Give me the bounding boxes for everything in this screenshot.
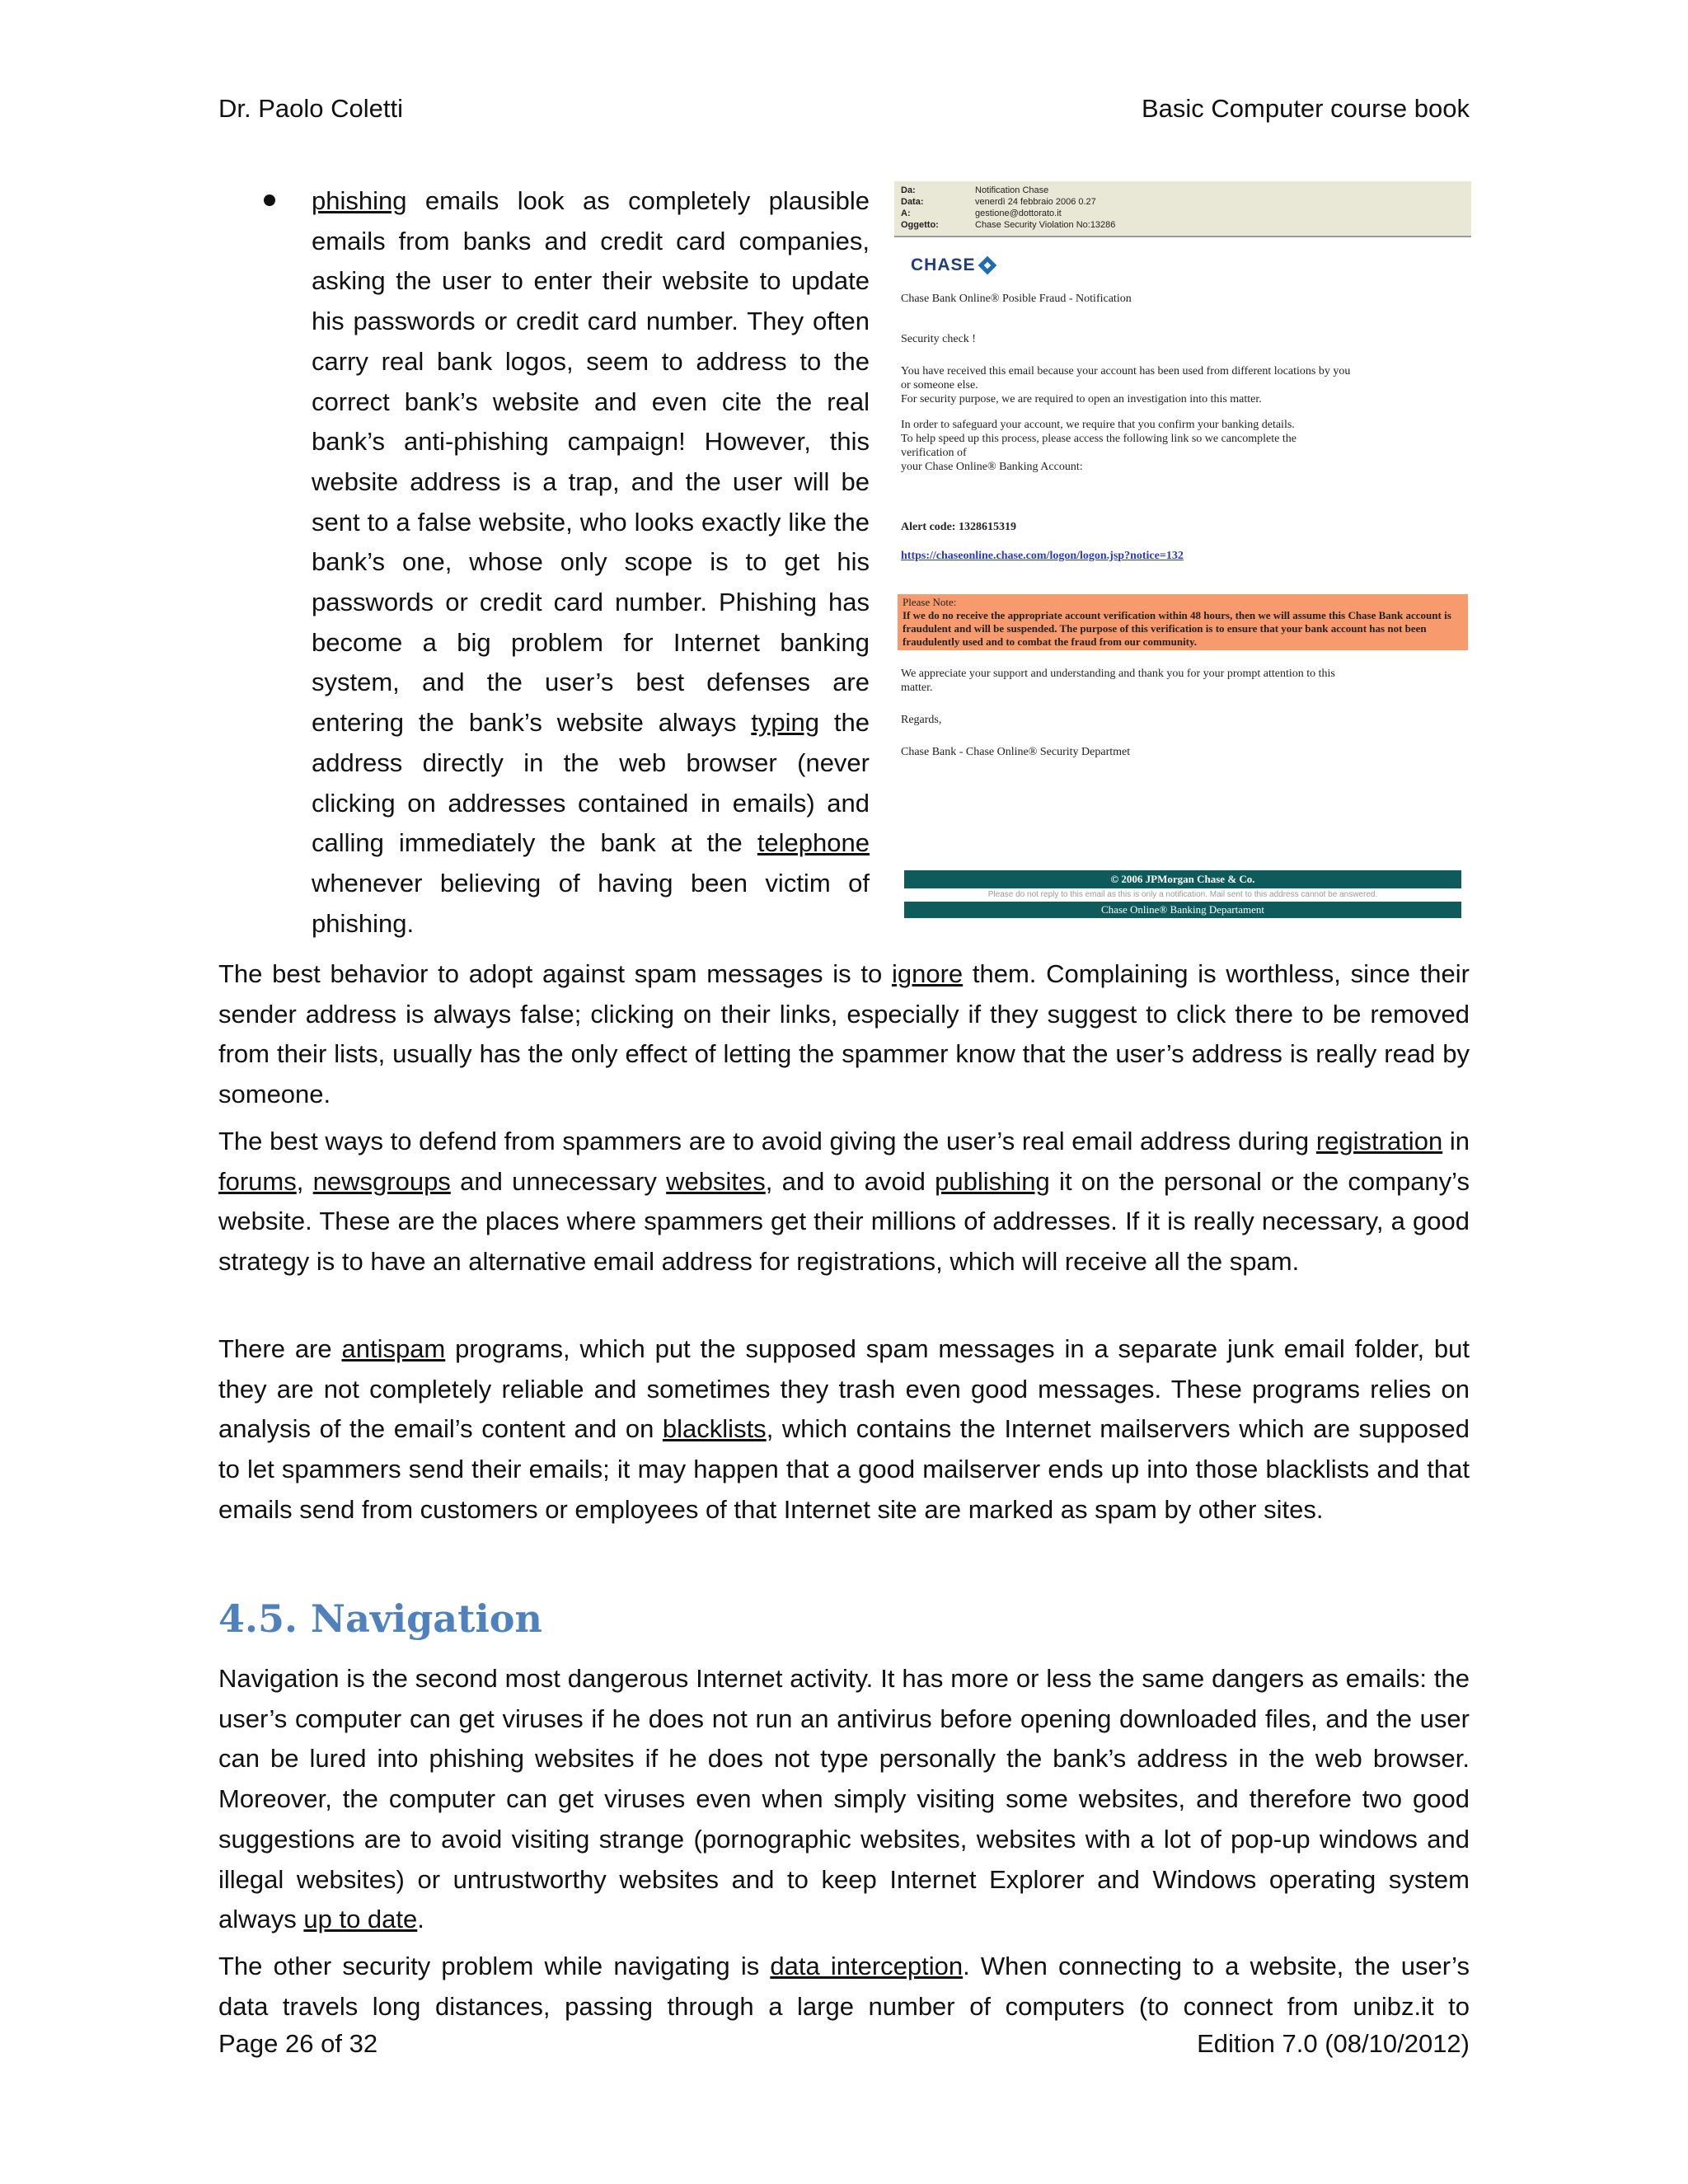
term-registration: registration (1315, 1127, 1443, 1155)
email-appreciate-1: We appreciate your support and understanding and thank you for your prompt attention to this (901, 668, 1335, 680)
header-book-title: Basic Computer course book (1141, 94, 1470, 123)
email-meta-subject: Oggetto: Chase Security Violation No:13286 (901, 220, 1116, 230)
footer-edition: Edition 7.0 (08/10/2012) (1197, 2029, 1470, 2058)
email-p2-line1: In order to safeguard your account, we require that you confirm your banking details. (901, 419, 1295, 431)
paragraph-defend-spammers: The best ways to defend from spammers are to avoid giving the user’s real email address during registration in forums, newsgroups and unnecessary websites, and to avoid publishing it on the personal or the company’s website. These are the places where spammers get their millions of addresses. If it is really necessary, a good strategy is to have an alternative email address for registrations, which will receive all the spam. (218, 1127, 1470, 1277)
email-p2-line3: verification of (901, 447, 967, 459)
paragraph-antispam: There are antispam programs, which put the supposed spam messages in a separate junk email folder, but they are not completely reliable and sometimes they trash even good messages. These programs relies on analysis of the email’s content and on blacklists, which contains the Internet mailservers which are supposed to let spammers send their emails; it may happen that a good mailserver ends up into those blacklists and that emails send from customers or employees of that Internet site are marked as spam by other sites. (218, 1334, 1470, 1524)
email-p1-line1: You have received this email because your account has been used from different locations by you (901, 365, 1351, 377)
bullet-text (312, 181, 870, 944)
email-regards: Regards, (901, 714, 942, 726)
bullet-dot-icon (264, 194, 275, 206)
email-warning-box (898, 594, 1468, 650)
email-p2-line4: your Chase Online® Banking Account: (901, 461, 1083, 473)
bullet-text-3: whenever believing of having been victim of phishing. (312, 868, 870, 938)
term-newsgroups: newsgroups (312, 1166, 451, 1196)
bullet-text-2: the address directly in the web browser (never clicking on addresses contained in emails) and calling immediately the bank at the (312, 708, 870, 858)
chase-octagon-icon (978, 256, 996, 275)
email-meta-to: A: gestione@dottorato.it (901, 209, 1062, 218)
term-phishing: phishing (312, 186, 407, 215)
email-title: Chase Bank Online® Posible Fraud - Notification (901, 293, 1132, 305)
email-meta-date: Data: venerdì 24 febbraio 2006 0.27 (901, 197, 1096, 207)
email-footer-bar: Chase Online® Banking Departament (904, 902, 1461, 918)
email-meta-from: Da: Notification Chase (901, 185, 1049, 195)
header-author: Dr. Paolo Coletti (218, 94, 403, 123)
paragraph-spam-behavior: The best behavior to adopt against spam messages is to ignore them. Complaining is worthless, since their sender address is always false; clicking on their links, especially if they suggest to click there to be removed from their lists, usually has the only effect of letting the spammer know that the user’s address is really read by someone. (218, 959, 1470, 1109)
email-phishing-link[interactable]: https://chaseonline.chase.com/logon/logon.jsp?notice=132 (901, 550, 1184, 562)
section-heading-navigation: 4.5. Navigation (218, 1596, 542, 1641)
term-antispam: antispam (341, 1334, 446, 1363)
paragraph-data-interception: The other security problem while navigating is data interception. When connecting to a website, the user’s data travels long distances, passing through a large number of computers (to connect from unibz.it to (218, 1952, 1470, 2021)
footer-page-number: Page 26 of 32 (218, 2029, 378, 2058)
email-warning-body: If we do no receive the appropriate account verification within 48 hours, then we will assume this Chase Bank account is fraudulent and will be suspended. The purpose of this verification is to ensure that your bank account has not been fraudulently used and to combat the fraud from our community. (903, 609, 1451, 648)
email-copyright-bar: © 2006 JPMorgan Chase & Co. (904, 870, 1461, 888)
email-security-check: Security check ! (901, 333, 976, 345)
phishing-bullet (264, 181, 870, 944)
phishing-email-screenshot (894, 181, 1471, 925)
email-meta (894, 181, 1471, 237)
term-telephone: telephone (757, 828, 870, 858)
term-forums: forums (218, 1166, 297, 1196)
email-appreciate-2: matter. (901, 682, 933, 694)
bullet-text-1: emails look as completely plausible emails from banks and credit card companies, asking the user to enter their website to update his passwords or credit card number. They often carry real bank logos, seem to address to the correct bank’s website and even cite the real bank’s anti-phishing campaign! However, this website address is a trap, and the user will be sent to a false website, who looks exactly like the bank’s one, whose only scope is to get his passwords or credit card number. Phishing has become a big problem for Internet banking system, and the user’s best defenses are entering the bank’s website always (312, 186, 870, 738)
term-typing: typing (751, 708, 820, 738)
email-p1-line3: For security purpose, we are required to open an investigation into this matter. (901, 393, 1262, 405)
email-warning-title: Please Note: (903, 596, 957, 608)
email-signature: Chase Bank - Chase Online® Security Departmet (901, 746, 1131, 758)
term-up-to-date: up to date (303, 1905, 418, 1934)
email-small-note: Please do not reply to this email as this is only a notification. Mail sent to this address cannot be answered. (987, 890, 1378, 899)
email-alert-code: Alert code: 1328615319 (901, 521, 1016, 533)
paragraph-navigation-dangers: Navigation is the second most dangerous Internet activity. It has more or less the same dangers as emails: the user’s computer can get viruses if he does not run an antivirus before opening downloaded files, and the user can be lured into phishing websites if he does not type personally the bank’s address in the web browser. Moreover, the computer can get viruses even when simply visiting some websites, and therefore two good suggestions are to avoid visiting strange (pornographic websites, websites with a lot of pop-up windows and illegal websites) or untrustworthy websites and to keep Internet Explorer and Windows operating system always up to date. (218, 1664, 1470, 1934)
term-websites: websites (666, 1166, 766, 1196)
email-p2-line2: To help speed up this process, please access the following link so we cancomplete the (901, 433, 1296, 445)
term-ignore: ignore (891, 959, 964, 988)
term-blacklists: blacklists (662, 1414, 767, 1444)
term-data-interception: data interception (770, 1952, 964, 1980)
chase-logo: CHASE (911, 255, 1471, 275)
term-publishing: publishing (935, 1166, 1050, 1196)
email-p1-line2: or someone else. (901, 379, 978, 391)
